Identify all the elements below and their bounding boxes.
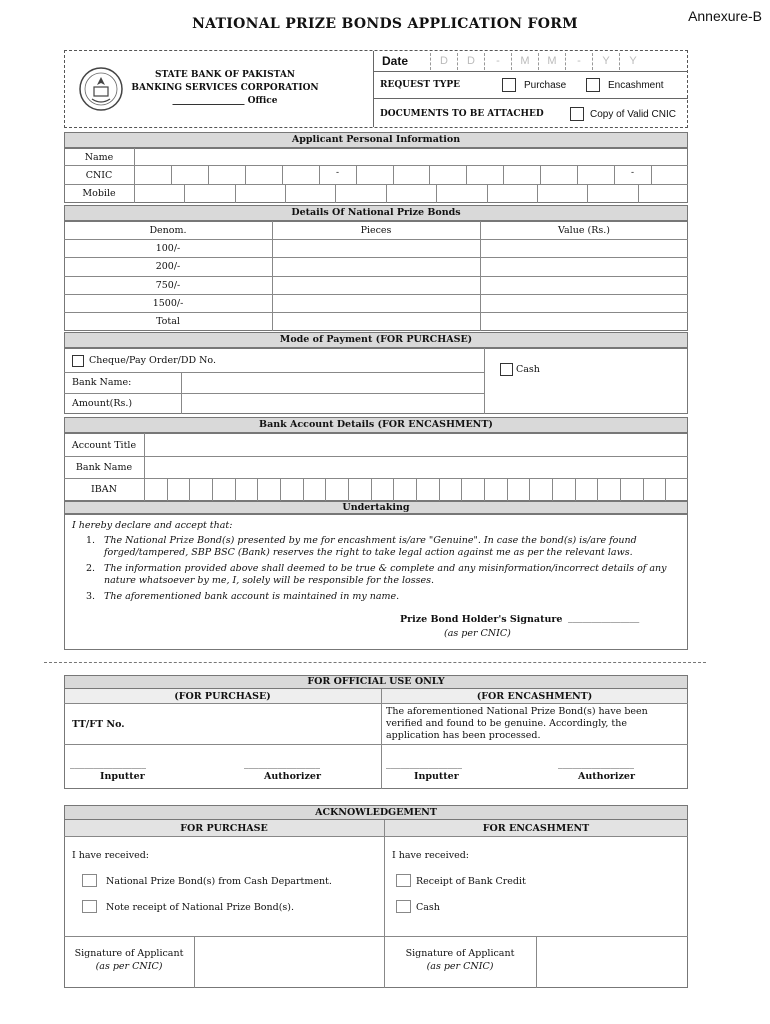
bonds-heading: Details Of National Prize Bonds — [64, 205, 688, 221]
official-purchase-heading: (FOR PURCHASE) — [174, 691, 271, 702]
cnic-copy-checkbox[interactable] — [570, 107, 584, 121]
encash-inputter-line[interactable]: ________________ — [386, 758, 462, 769]
org-line-2: BANKING SERVICES CORPORATION — [131, 83, 319, 93]
ack-encash-sig-field[interactable] — [537, 937, 687, 987]
encashment-checkbox[interactable] — [586, 78, 600, 92]
date-cell[interactable]: Y — [592, 53, 619, 70]
date-cell[interactable]: D — [457, 53, 484, 70]
cell-divider — [393, 478, 394, 501]
date-cell[interactable]: M — [538, 53, 565, 70]
date-input[interactable] — [430, 53, 646, 70]
cell-divider — [245, 165, 246, 184]
cell-divider — [439, 478, 440, 501]
cell-divider — [651, 165, 652, 184]
documents-label: DOCUMENTS TO BE ATTACHED — [380, 109, 544, 119]
payment-bank-input[interactable] — [183, 373, 483, 392]
bank-name-label: Bank Name: — [72, 377, 132, 388]
holder-signature-label: Prize Bond Holder's Signature — [400, 614, 563, 625]
encash-authorizer-line[interactable]: ________________ — [558, 758, 634, 769]
date-label: Date — [382, 54, 409, 68]
cell-divider — [484, 478, 485, 501]
encashment-label: Encashment — [608, 80, 664, 91]
date-row — [374, 51, 688, 72]
pieces-header: Pieces — [360, 225, 392, 236]
cell-divider — [280, 478, 281, 501]
cash-checkbox[interactable] — [500, 363, 513, 376]
cell-divider — [466, 165, 467, 184]
cell-divider — [348, 478, 349, 501]
cell-divider — [540, 165, 541, 184]
cell-divider — [386, 184, 387, 203]
cell-divider — [507, 478, 508, 501]
date-cell[interactable]: M — [511, 53, 538, 70]
ack-purchase-heading: FOR PURCHASE — [180, 823, 268, 834]
encashment-note: The aforementioned National Prize Bond(s) have been verified and found to be genuine. Accordingly, the application has been processed. — [386, 706, 648, 741]
ttft-label: TT/FT No. — [72, 719, 125, 730]
ack-note-receipt-checkbox[interactable] — [82, 900, 97, 913]
date-cell[interactable]: D — [430, 53, 457, 70]
purchase-label: Purchase — [524, 80, 567, 91]
mobile-label: Mobile — [82, 188, 116, 199]
form-header — [64, 50, 688, 128]
payment-heading: Mode of Payment (FOR PURCHASE) — [64, 332, 688, 348]
ack-encash-sig-label: Signature of Applicant — [405, 948, 515, 959]
total-row-label: Total — [156, 316, 180, 327]
ack-bank-credit-checkbox[interactable] — [396, 874, 411, 887]
account-bank-input[interactable] — [146, 457, 687, 477]
office-line[interactable]: ________________ Office — [172, 96, 278, 106]
denom-row: 200/- — [155, 261, 181, 272]
bank-info — [65, 51, 371, 127]
cell-divider — [282, 165, 283, 184]
name-label: Name — [84, 152, 114, 163]
cell-divider — [575, 478, 576, 501]
denom-row: 750/- — [155, 280, 181, 291]
value-header: Value (Rs.) — [558, 225, 610, 236]
ack-encash-received: I have received: — [392, 850, 469, 861]
cell-divider — [529, 478, 530, 501]
undertaking-intro: I hereby declare and accept that: — [72, 520, 233, 531]
ack-purchase-received: I have received: — [72, 850, 149, 861]
amount-label: Amount(Rs.) — [72, 398, 133, 409]
cell-divider — [212, 478, 213, 501]
form-title: NATIONAL PRIZE BONDS APPLICATION FORM — [192, 16, 578, 32]
undertaking-item: 3. The aforementioned bank account is maintained in my name. — [86, 591, 400, 602]
cheque-checkbox[interactable] — [72, 355, 84, 367]
ack-heading: ACKNOWLEDGEMENT — [64, 805, 688, 820]
account-heading: Bank Account Details (FOR ENCASHMENT) — [64, 417, 688, 433]
ack-note-receipt-label: Note receipt of National Prize Bond(s). — [106, 902, 295, 913]
encash-inputter-label: Inputter — [414, 771, 459, 782]
undertaking-list — [86, 535, 676, 607]
pieces-inputs[interactable] — [273, 240, 479, 330]
undertaking-heading: Undertaking — [64, 501, 688, 514]
holder-signature-note: (as per CNIC) — [444, 628, 511, 639]
bank-name-block — [125, 69, 325, 108]
ack-cash-dept-checkbox[interactable] — [82, 874, 97, 887]
cell-divider — [171, 165, 172, 184]
ack-cash-label: Cash — [416, 902, 440, 913]
mobile-input[interactable] — [134, 184, 688, 203]
account-bank-label: Bank Name — [75, 462, 133, 473]
request-type-row — [374, 73, 688, 99]
cell-divider — [487, 184, 488, 203]
purchase-inputter-label: Inputter — [100, 771, 145, 782]
iban-input[interactable] — [144, 478, 688, 501]
date-cell[interactable]: Y — [619, 53, 646, 70]
cell-divider — [189, 478, 190, 501]
sbp-logo-icon — [77, 65, 125, 113]
ack-purchase-sig-note: (as per CNIC) — [95, 961, 163, 972]
cell-divider — [208, 165, 209, 184]
ack-encashment-heading: FOR ENCASHMENT — [482, 823, 590, 834]
cnic-dash: - — [335, 168, 340, 178]
cnic-copy-label: Copy of Valid CNIC — [590, 109, 676, 120]
cell-divider — [303, 478, 304, 501]
cell-divider — [587, 184, 588, 203]
cell-divider — [436, 184, 437, 203]
amount-input[interactable] — [183, 394, 483, 413]
iban-label: IBAN — [91, 484, 117, 495]
purchase-authorizer-label: Authorizer — [264, 771, 321, 782]
cut-line — [44, 662, 706, 663]
cell-divider — [620, 478, 621, 501]
cnic-dash: - — [630, 168, 635, 178]
cell-divider — [167, 478, 168, 501]
header-right — [373, 51, 687, 127]
undertaking-item: 2. The information provided above shall deemed to be true & complete and any misinformation/incorrect details of any nature whatsoever by me, I, solely will be responsible for the losses. — [86, 563, 667, 586]
cell-divider — [325, 478, 326, 501]
official-heading: FOR OFFICIAL USE ONLY — [64, 675, 688, 689]
cell-divider — [235, 184, 236, 203]
personal-info-heading: Applicant Personal Information — [64, 132, 688, 148]
undertaking-item: 1. The National Prize Bond(s) presented by me for encashment is/are "Genuine". In case the bond(s) is/are found forged/tampered, SBP BSC (Bank) reserves the right to take legal action against me as per the relevant laws. — [86, 535, 637, 558]
cnic-input[interactable] — [134, 165, 688, 184]
denom-row: 100/- — [155, 243, 181, 254]
official-encashment-heading: (FOR ENCASHMENT) — [476, 691, 593, 702]
ack-bank-credit-label: Receipt of Bank Credit — [416, 876, 526, 887]
cell-divider — [335, 184, 336, 203]
denom-row: 1500/- — [152, 298, 184, 309]
cell-divider — [235, 478, 236, 501]
cheque-label: Cheque/Pay Order/DD No. — [89, 355, 216, 366]
cell-divider — [285, 184, 286, 203]
account-title-label: Account Title — [71, 440, 137, 451]
ack-encash-sig-note: (as per CNIC) — [426, 961, 494, 972]
cell-divider — [552, 478, 553, 501]
date-cell: - — [565, 53, 592, 70]
cell-divider — [184, 184, 185, 203]
cell-divider — [577, 165, 578, 184]
documents-row — [374, 100, 688, 127]
cell-divider — [416, 478, 417, 501]
cell-divider — [665, 478, 666, 501]
cnic-label: CNIC — [85, 170, 113, 181]
date-cell: - — [484, 53, 511, 70]
annexure-label: Annexure-B — [688, 8, 762, 24]
name-input[interactable] — [136, 149, 687, 164]
cell-divider — [461, 478, 462, 501]
cell-divider — [429, 165, 430, 184]
cell-divider — [643, 478, 644, 501]
purchase-inputter-line[interactable]: ________________ — [70, 758, 146, 769]
denom-header: Denom. — [149, 225, 187, 236]
purchase-checkbox[interactable] — [502, 78, 516, 92]
cell-divider — [371, 478, 372, 501]
request-type-label: REQUEST TYPE — [380, 80, 460, 90]
cell-divider — [638, 184, 639, 203]
cell-divider — [356, 165, 357, 184]
value-inputs[interactable] — [481, 240, 687, 330]
cell-divider — [257, 478, 258, 501]
purchase-authorizer-line[interactable]: ________________ — [244, 758, 320, 769]
ack-purchase-sig-label: Signature of Applicant — [74, 948, 184, 959]
account-title-input[interactable] — [146, 434, 687, 455]
cell-divider — [393, 165, 394, 184]
ack-cash-dept-label: National Prize Bond(s) from Cash Department. — [106, 876, 332, 887]
encash-authorizer-label: Authorizer — [578, 771, 635, 782]
cell-divider — [503, 165, 504, 184]
org-line-1: STATE BANK OF PAKISTAN — [154, 70, 296, 80]
cash-label: Cash — [516, 364, 540, 375]
cell-divider — [597, 478, 598, 501]
ack-purchase-sig-field[interactable] — [195, 937, 383, 987]
ack-cash-checkbox[interactable] — [396, 900, 411, 913]
holder-signature-line[interactable]: _______________ — [568, 612, 640, 623]
cell-divider — [537, 184, 538, 203]
